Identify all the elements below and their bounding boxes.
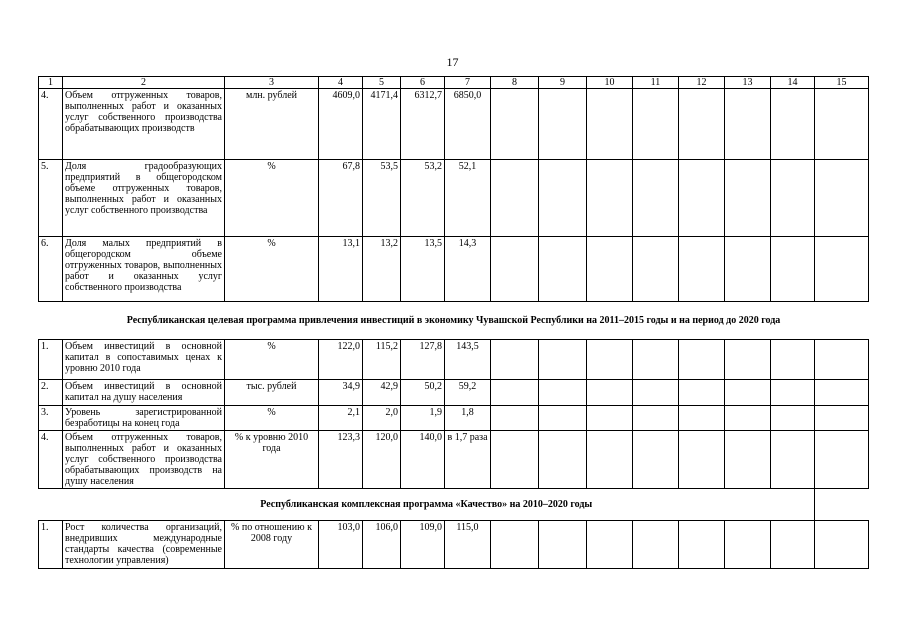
column-header: 3 [225, 77, 319, 89]
value-col-4: 2,1 [319, 406, 363, 431]
empty-cell-col-12 [679, 431, 725, 489]
empty-cell-col-11 [633, 340, 679, 380]
empty-cell-col-12 [679, 521, 725, 569]
value-col-5: 42,9 [363, 380, 401, 406]
empty-cell-col-12 [679, 406, 725, 431]
unit-of-measure: тыс. рублей [225, 380, 319, 406]
empty-cell-col-10 [587, 340, 633, 380]
row-number: 6. [39, 237, 63, 302]
empty-cell-col-14 [771, 521, 815, 569]
value-col-5: 106,0 [363, 521, 401, 569]
section-title: Республиканская комплексная программа «Качество» на 2010–2020 годы [39, 489, 815, 521]
table-row [39, 340, 869, 380]
empty-cell-col-9 [539, 89, 587, 160]
empty-cell-col-8 [491, 406, 539, 431]
value-col-6: 127,8 [401, 340, 445, 380]
empty-cell-col-14 [771, 340, 815, 380]
unit-of-measure: % [225, 406, 319, 431]
column-header: 7 [445, 77, 491, 89]
value-col-4: 13,1 [319, 237, 363, 302]
empty-cell-col-10 [587, 160, 633, 237]
empty-cell-col-11 [633, 89, 679, 160]
column-header: 6 [401, 77, 445, 89]
indicator-name: Объем инвестиций в основной капитал на душу населения [63, 380, 225, 406]
empty-cell-col-9 [539, 521, 587, 569]
page-number: 17 [446, 55, 459, 69]
row-number: 3. [39, 406, 63, 431]
value-col-6: 13,5 [401, 237, 445, 302]
empty-cell-col-8 [491, 89, 539, 160]
empty-cell-col-14 [771, 431, 815, 489]
value-col-6: 1,9 [401, 406, 445, 431]
empty-cell-col-11 [633, 521, 679, 569]
column-header: 15 [815, 77, 869, 89]
empty-cell-col-9 [539, 406, 587, 431]
table-row [39, 237, 869, 302]
indicator-name: Доля малых предприятий в общегородском объеме отгруженных товаров, выполненных работ и оказанных услуг собственного производства [63, 237, 225, 302]
empty-cell-col-14 [771, 237, 815, 302]
empty-cell-col-15 [815, 89, 869, 160]
value-col-7: 52,1 [445, 160, 491, 237]
section-title-row [39, 489, 869, 521]
value-col-7: 1,8 [445, 406, 491, 431]
row-number: 5. [39, 160, 63, 237]
column-header: 2 [63, 77, 225, 89]
value-col-4: 4609,0 [319, 89, 363, 160]
empty-cell-col-14 [771, 380, 815, 406]
empty-cell-col-14 [771, 89, 815, 160]
column-header: 10 [587, 77, 633, 89]
value-col-4: 103,0 [319, 521, 363, 569]
value-col-4: 67,8 [319, 160, 363, 237]
empty-cell-col-13 [725, 237, 771, 302]
empty-cell-col-8 [491, 340, 539, 380]
empty-cell-col-15 [815, 431, 869, 489]
empty-cell-col-10 [587, 406, 633, 431]
unit-of-measure: % [225, 340, 319, 380]
value-col-4: 123,3 [319, 431, 363, 489]
empty-cell-col-10 [587, 521, 633, 569]
empty-cell-col-13 [725, 431, 771, 489]
empty-cell-col-10 [587, 431, 633, 489]
empty-cell-col-9 [539, 431, 587, 489]
value-col-6: 50,2 [401, 380, 445, 406]
unit-of-measure: % [225, 237, 319, 302]
indicator-name: Объем инвестиций в основной капитал в сопоставимых ценах к уровню 2010 года [63, 340, 225, 380]
table-row [39, 521, 869, 569]
empty-cell-col-8 [491, 431, 539, 489]
section-blank-cell [815, 489, 869, 521]
section-title-row [39, 302, 869, 340]
empty-cell-col-8 [491, 237, 539, 302]
empty-cell-col-13 [725, 160, 771, 237]
value-col-5: 115,2 [363, 340, 401, 380]
value-col-7: 6850,0 [445, 89, 491, 160]
unit-of-measure: % по отношению к 2008 году [225, 521, 319, 569]
empty-cell-col-12 [679, 237, 725, 302]
empty-cell-col-13 [725, 89, 771, 160]
empty-cell-col-9 [539, 237, 587, 302]
indicator-name: Доля градообразующих предприятий в общегородском объеме отгруженных товаров, выполненных работ и оказанных услуг собственного производства [63, 160, 225, 237]
value-col-4: 122,0 [319, 340, 363, 380]
empty-cell-col-8 [491, 380, 539, 406]
table-body [39, 77, 869, 569]
table-row [39, 380, 869, 406]
empty-cell-col-11 [633, 406, 679, 431]
value-col-5: 4171,4 [363, 89, 401, 160]
empty-cell-col-11 [633, 237, 679, 302]
table-row [39, 89, 869, 160]
value-col-6: 53,2 [401, 160, 445, 237]
column-header: 5 [363, 77, 401, 89]
value-col-7: в 1,7 раза [445, 431, 491, 489]
unit-of-measure: % к уровню 2010 года [225, 431, 319, 489]
value-col-5: 13,2 [363, 237, 401, 302]
value-col-7: 59,2 [445, 380, 491, 406]
empty-cell-col-15 [815, 340, 869, 380]
value-col-4: 34,9 [319, 380, 363, 406]
column-header: 12 [679, 77, 725, 89]
table-row [39, 160, 869, 237]
unit-of-measure: % [225, 160, 319, 237]
value-col-7: 115,0 [445, 521, 491, 569]
column-header: 11 [633, 77, 679, 89]
value-col-6: 6312,7 [401, 89, 445, 160]
empty-cell-col-10 [587, 237, 633, 302]
unit-of-measure: млн. рублей [225, 89, 319, 160]
column-header: 1 [39, 77, 63, 89]
indicator-name: Уровень зарегистрированной безработицы на конец года [63, 406, 225, 431]
table-row [39, 431, 869, 489]
empty-cell-col-11 [633, 380, 679, 406]
indicator-name: Объем отгруженных товаров, выполненных работ и оказанных услуг собственного производства обрабатывающих производств на душу населения [63, 431, 225, 489]
empty-cell-col-13 [725, 340, 771, 380]
empty-cell-col-13 [725, 406, 771, 431]
value-col-6: 109,0 [401, 521, 445, 569]
row-number: 1. [39, 340, 63, 380]
value-col-7: 14,3 [445, 237, 491, 302]
column-header: 14 [771, 77, 815, 89]
empty-cell-col-8 [491, 160, 539, 237]
empty-cell-col-9 [539, 340, 587, 380]
empty-cell-col-9 [539, 380, 587, 406]
empty-cell-col-12 [679, 340, 725, 380]
section-title: Республиканская целевая программа привлечения инвестиций в экономику Чувашской Республики на 2011–2015 годы и на период до 2020 года [39, 302, 869, 340]
empty-cell-col-14 [771, 406, 815, 431]
column-header: 4 [319, 77, 363, 89]
empty-cell-col-10 [587, 380, 633, 406]
empty-cell-col-13 [725, 521, 771, 569]
empty-cell-col-12 [679, 89, 725, 160]
empty-cell-col-15 [815, 380, 869, 406]
column-header: 9 [539, 77, 587, 89]
empty-cell-col-13 [725, 380, 771, 406]
empty-cell-col-11 [633, 160, 679, 237]
empty-cell-col-15 [815, 237, 869, 302]
column-header: 8 [491, 77, 539, 89]
row-number: 4. [39, 89, 63, 160]
row-number: 1. [39, 521, 63, 569]
empty-cell-col-15 [815, 406, 869, 431]
empty-cell-col-12 [679, 160, 725, 237]
empty-cell-col-15 [815, 160, 869, 237]
empty-cell-col-11 [633, 431, 679, 489]
indicators-table [38, 76, 869, 569]
row-number: 4. [39, 431, 63, 489]
empty-cell-col-10 [587, 89, 633, 160]
empty-cell-col-14 [771, 160, 815, 237]
empty-cell-col-12 [679, 380, 725, 406]
indicator-name: Рост количества организаций, внедривших международные стандарты качества (современные технологии управления) [63, 521, 225, 569]
value-col-5: 2,0 [363, 406, 401, 431]
indicator-name: Объем отгруженных товаров, выполненных работ и оказанных услуг собственного производства обрабатывающих производств [63, 89, 225, 160]
row-number: 2. [39, 380, 63, 406]
value-col-5: 120,0 [363, 431, 401, 489]
value-col-7: 143,5 [445, 340, 491, 380]
empty-cell-col-15 [815, 521, 869, 569]
column-header: 13 [725, 77, 771, 89]
empty-cell-col-8 [491, 521, 539, 569]
value-col-6: 140,0 [401, 431, 445, 489]
empty-cell-col-9 [539, 160, 587, 237]
header-row [39, 77, 869, 89]
value-col-5: 53,5 [363, 160, 401, 237]
table-row [39, 406, 869, 431]
